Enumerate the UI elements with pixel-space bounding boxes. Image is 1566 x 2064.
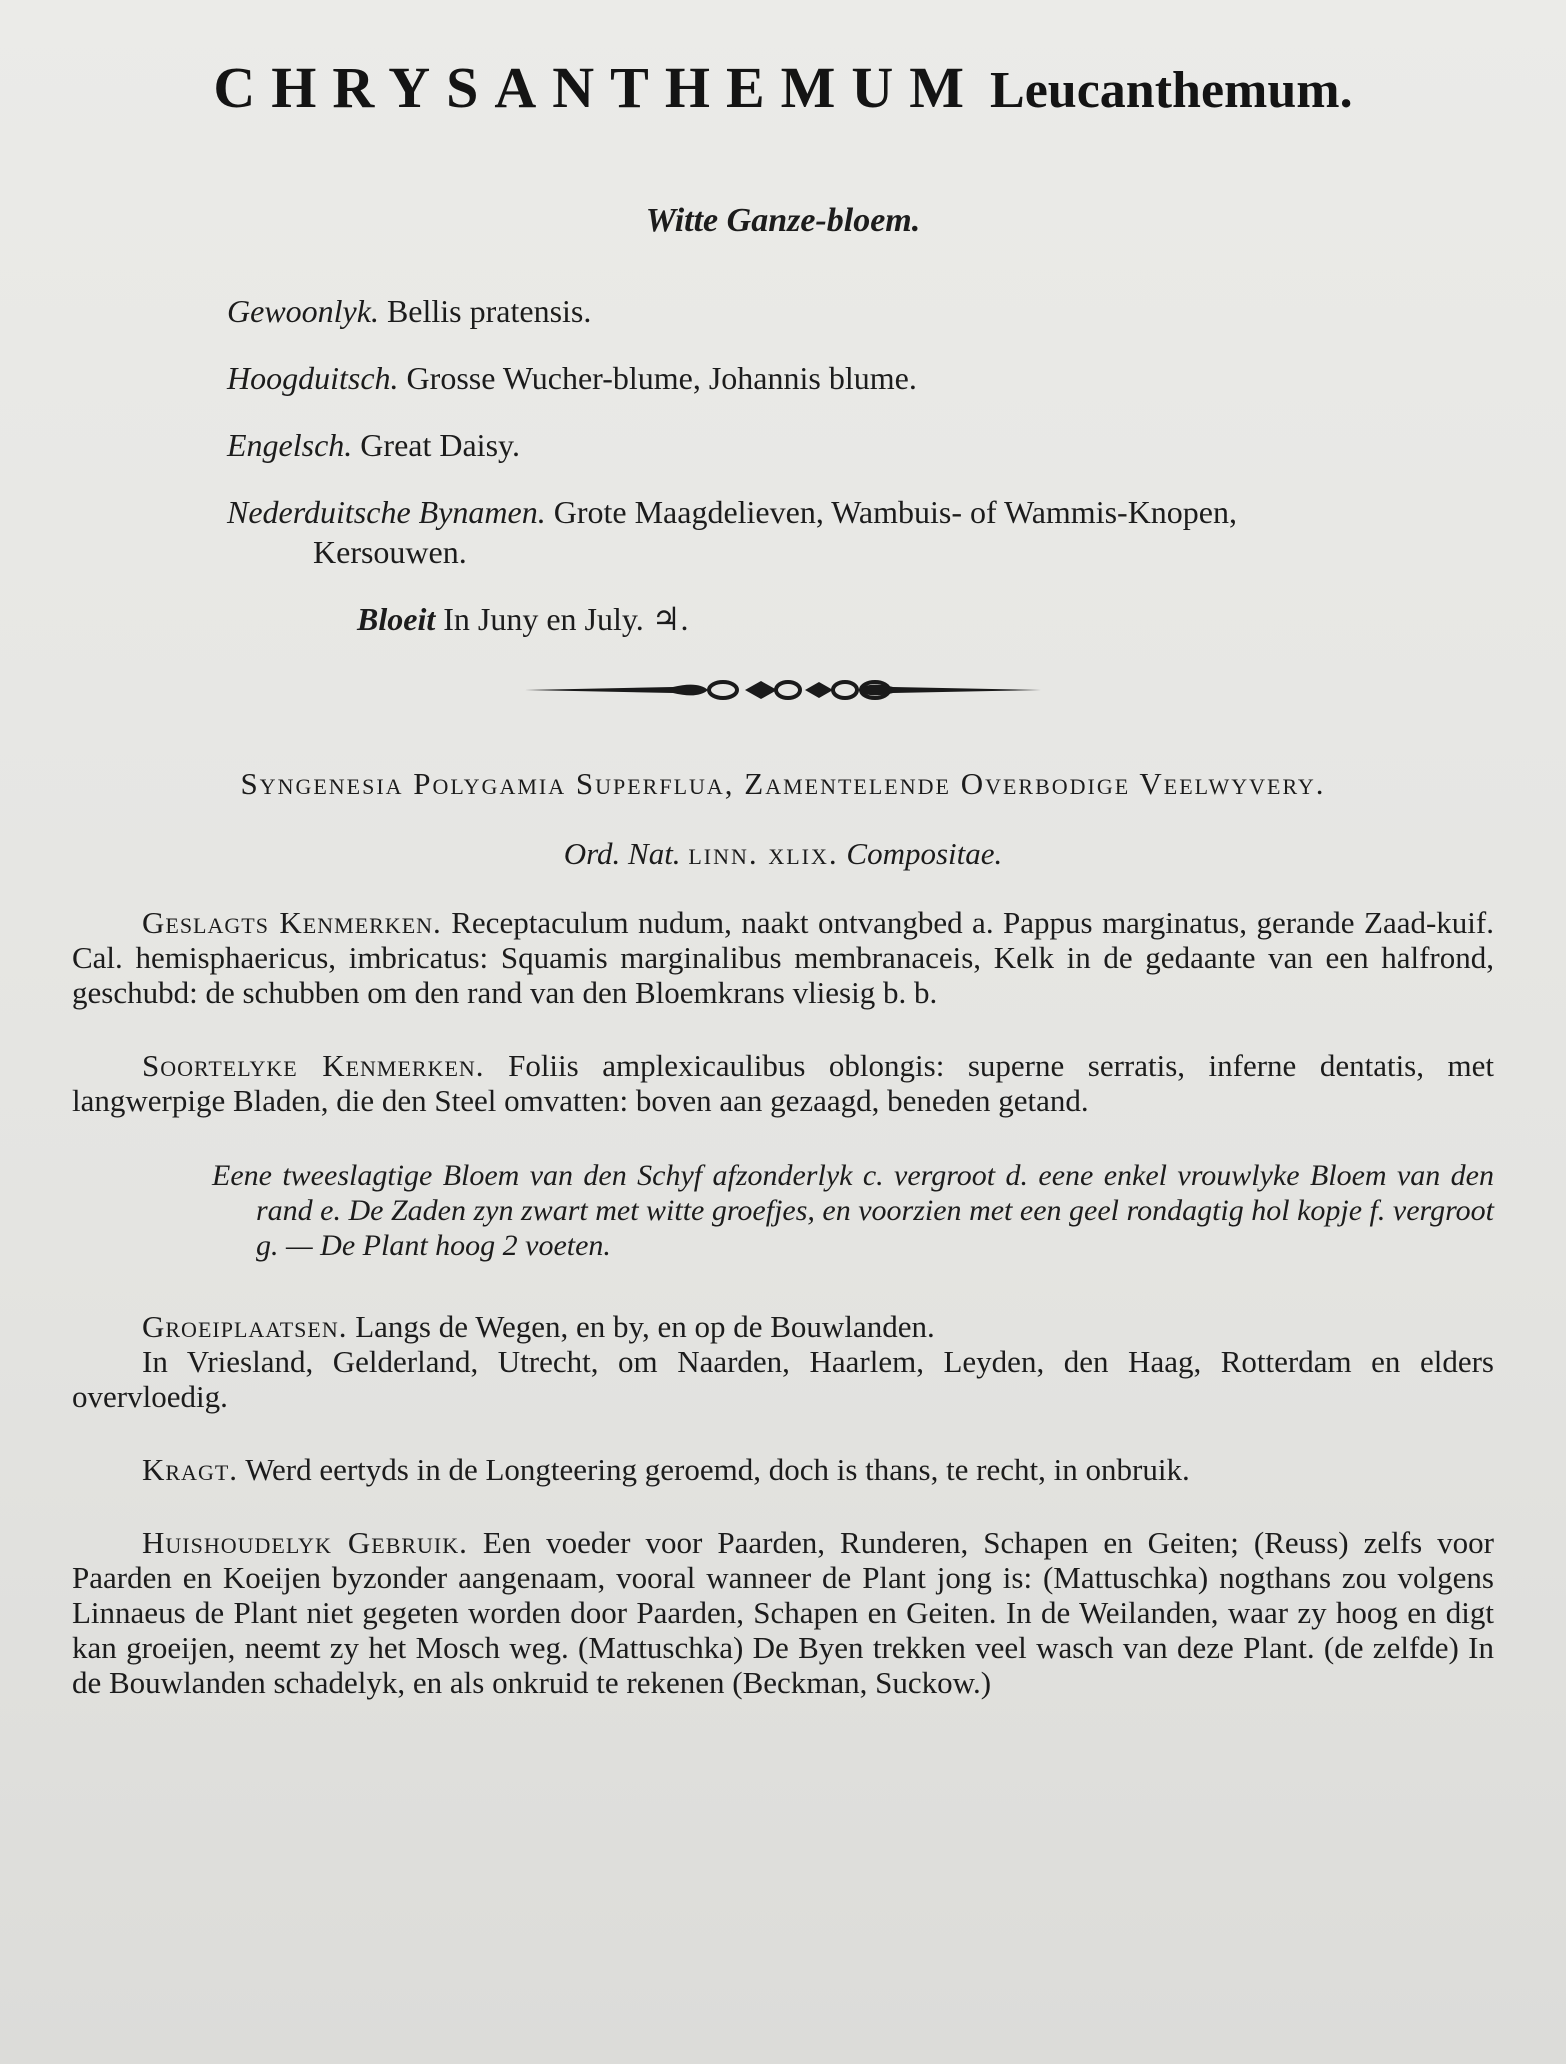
name-text: Grosse Wucher-blume, Johannis blume. [406, 360, 917, 396]
habitat-locations: In Vriesland, Gelderland, Utrecht, om Naarden, Haarlem, Leyden, den Haag, Rotterdam en elders overvloedig. [72, 1344, 1494, 1414]
name-label: Engelsch. [227, 427, 353, 463]
common-name: Witte Ganze-bloem. [645, 202, 921, 239]
name-text: Grote Maagdelieven, Wambuis- of Wammis-Knopen, [553, 494, 1237, 530]
section-head: Kragt. [142, 1452, 239, 1487]
genus-name: CHRYSANTHEMUM [213, 55, 981, 120]
natural-order [72, 835, 1494, 873]
section-head: Geslagts Kenmerken. [142, 905, 442, 940]
name-label: Gewoonlyk. [227, 293, 379, 329]
section-body: Foliis amplexicaulibus oblongis: superne serratis, inferne dentatis, met langwerpige Bladen, die den Steel omvatten: boven aan gezaagd, beneden getand. [72, 1048, 1494, 1118]
habitat [72, 1309, 1494, 1344]
species-characters [72, 1048, 1494, 1118]
name-text: Great Daisy. [360, 427, 520, 463]
flowering-text: In Juny en July. ♃. [443, 601, 689, 637]
linnaean-class: Syngenesia Polygamia Superflua, Zamentelende Overbodige Veelwyvery. [240, 766, 1326, 801]
medicinal-use [72, 1452, 1494, 1487]
name-continuation: Kersouwen. [313, 534, 467, 570]
name-row-nederduitsche [227, 492, 1454, 572]
page-title [72, 40, 1494, 131]
name-label: Nederduitsche Bynamen. [227, 494, 546, 530]
section-body: Werd eertyds in de Longteering geroemd, doch is thans, te recht, in onbruik. [245, 1452, 1190, 1487]
ornament-divider [523, 675, 1043, 705]
genus-characters [72, 905, 1494, 1010]
section-body: Receptaculum nudum, naakt ontvangbed a. Pappus marginatus, gerande Zaad-kuif. Cal. hemisphaericus, imbricatus: Squamis marginalibus membranaceis, Kelk in de gedaante van een halfrond, geschubd: de schubben om den rand van den Bloemkrans vliesig b. b. [72, 905, 1494, 1010]
species-name: Leucanthemum. [990, 62, 1353, 119]
flowering-row [357, 599, 1494, 639]
section-body: Een voeder voor Paarden, Runderen, Schapen en Geiten; (Reuss) zelfs voor Paarden en Koeijen byzonder aangenaam, vooral wanneer de Plant jong is: (Mattuschka) nogthans zou volgens Linnaeus de Plant niet gegeten worden door Paarden, Schapen en Geiten. In de Weilanden, waar zy hoog en digt kan groeijen, neemt zy het Mosch weg. (Mattuschka) De Byen trekken veel wasch van deze Plant. (de zelfde) In de Bouwlanden schadelyk, en als onkruid te rekenen (Beckman, Suckow.) [72, 1525, 1494, 1700]
name-row-hoogduitsch [227, 358, 1494, 398]
vernacular-names [227, 291, 1494, 639]
section-head: Huishoudelyk Gebruik. [142, 1525, 468, 1560]
name-row-engelsch [227, 425, 1494, 465]
flowering-label: Bloeit [357, 601, 436, 637]
figure-note: Eene tweeslagtige Bloem van den Schyf afzonderlyk c. vergroot d. eene enkel vrouwlyke Bloem van den rand e. De Zaden zyn zwart met witte groefjes, en voorzien met een geel rondagtig hol kopje f. vergroot g. — De Plant hoog 2 voeten. [212, 1159, 1494, 1262]
section-head: Soortelyke Kenmerken. [142, 1048, 485, 1083]
name-label: Hoogduitsch. [227, 360, 399, 396]
name-text: Bellis pratensis. [386, 293, 592, 329]
name-row-gewoonlyk [227, 291, 1494, 331]
section-head: Groeiplaatsen. [142, 1309, 348, 1344]
order-family: Compositae. [846, 836, 1003, 871]
household-use [72, 1525, 1494, 1700]
order-linn: linn. xlix. [688, 836, 839, 871]
section-body: Langs de Wegen, en by, en op de Bouwlanden. [355, 1309, 935, 1344]
order-ord: Ord. Nat. [563, 836, 681, 871]
